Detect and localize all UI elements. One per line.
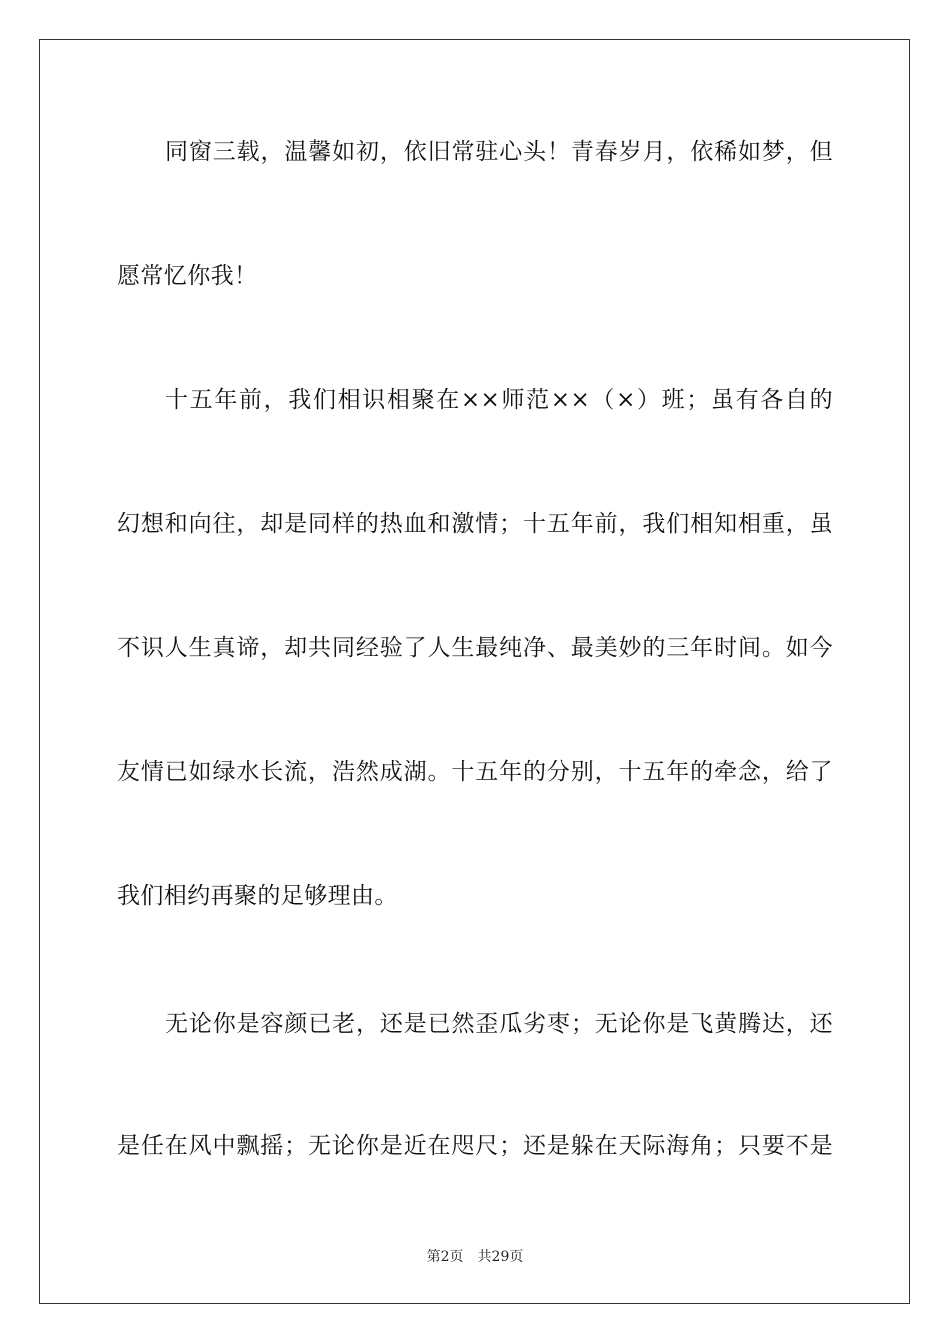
paragraph-2-line-2: 幻想和向往，却是同样的热血和激情；十五年前，我们相知相重，虽 (117, 511, 833, 537)
current-page-number: 第2页 (426, 1249, 464, 1265)
paragraph-1-line-1: 同窗三载，温馨如初，依旧常驻心头！青春岁月，依稀如梦，但 (165, 139, 833, 165)
paragraph-1-line-2: 愿常忆你我！ (117, 263, 258, 289)
paragraph-3-line-2: 是任在风中飘摇；无论你是近在咫尺；还是躲在天际海角；只要不是 (117, 1133, 833, 1159)
paragraph-2-line-3: 不识人生真谛，却共同经验了人生最纯净、最美妙的三年时间。如今 (117, 635, 833, 661)
paragraph-2-line-5: 我们相约再聚的足够理由。 (117, 883, 398, 909)
paragraph-2-line-1: 十五年前，我们相识相聚在××师范××（×）班；虽有各自的 (165, 387, 833, 413)
total-pages: 共29页 (477, 1249, 524, 1265)
page-footer (0, 1247, 950, 1267)
page-border (39, 39, 910, 1304)
paragraph-2-line-4: 友情已如绿水长流，浩然成湖。十五年的分别，十五年的牵念，给了 (117, 759, 833, 785)
paragraph-3-line-1: 无论你是容颜已老，还是已然歪瓜劣枣；无论你是飞黄腾达，还 (165, 1011, 833, 1037)
